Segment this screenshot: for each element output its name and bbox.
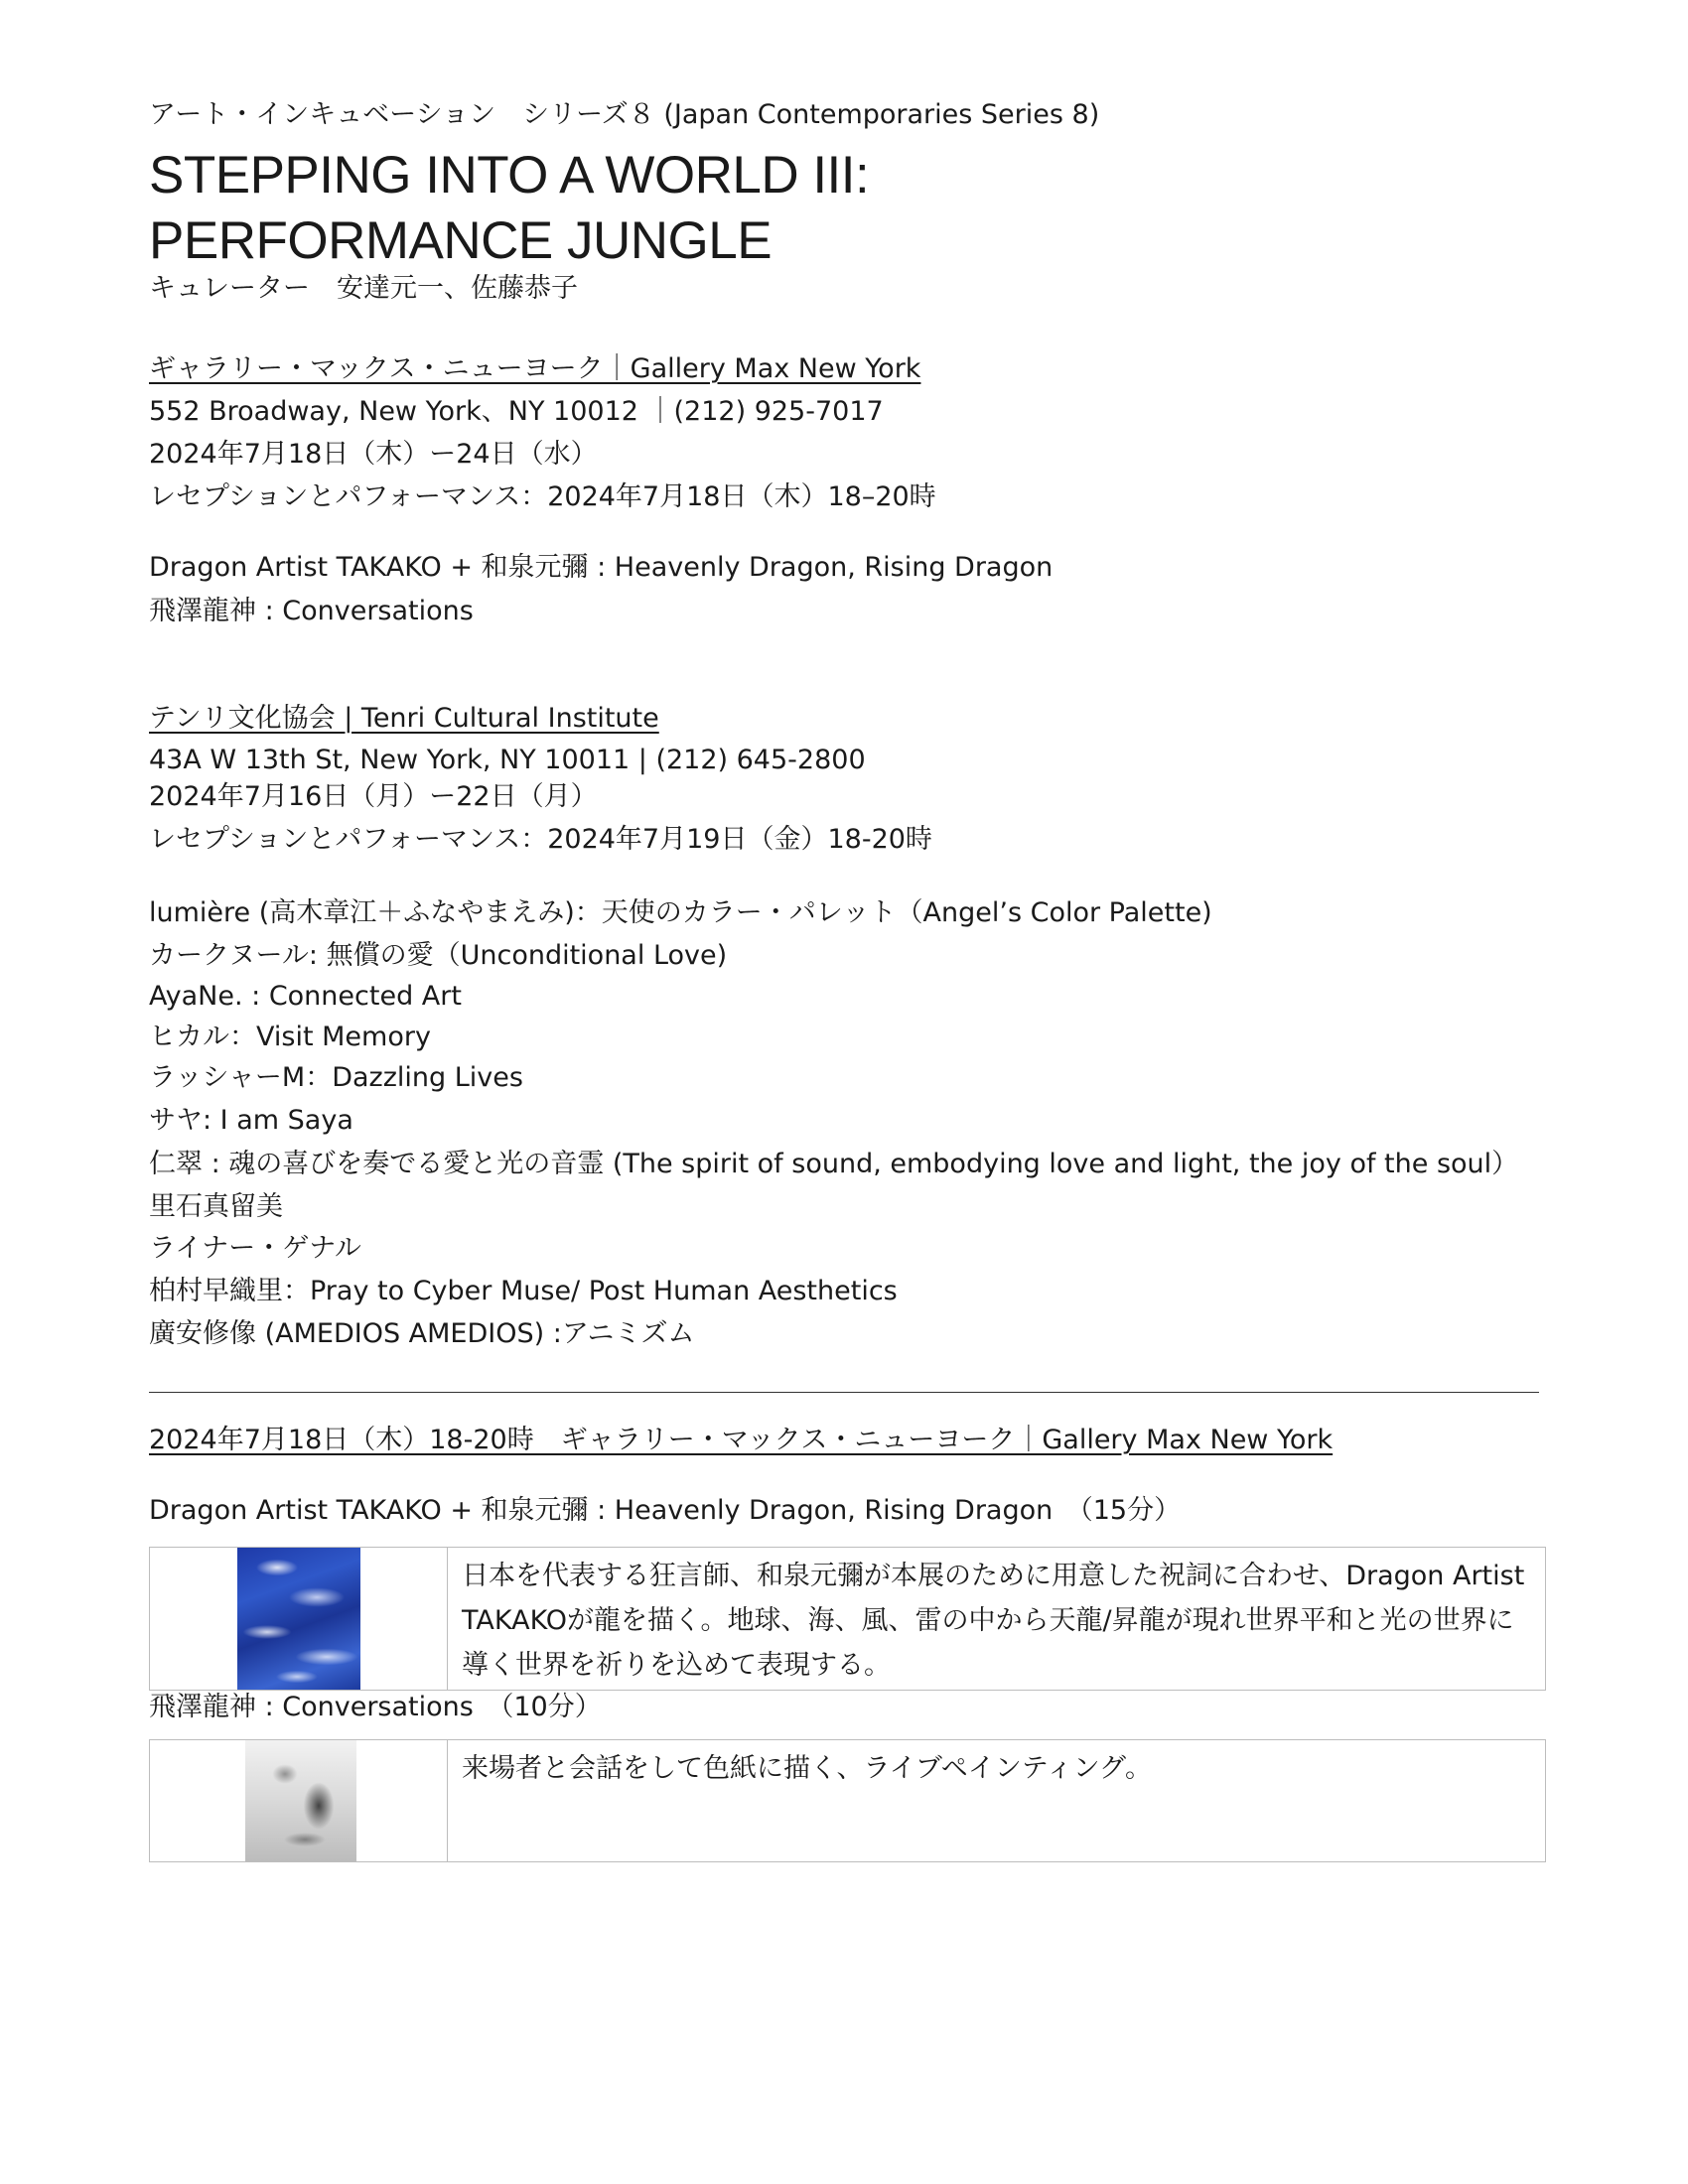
venue-1-name-link[interactable]: ギャラリー・マックス・ニューヨーク｜Gallery Max New York (149, 353, 921, 384)
venue-2-artist: ラッシャーM：Dazzling Lives (149, 1062, 523, 1093)
venue-2-artist: 柏村早織里：Pray to Cyber Muse/ Post Human Aesthetics (149, 1276, 898, 1306)
schedule-heading: 2024年7月18日（木）18-20時 ギャラリー・マックス・ニューヨーク｜Gallery Max New York (149, 1425, 1334, 1455)
artwork-image-cell (150, 1740, 448, 1862)
venue-1-artist: 飛澤龍神 : Conversations (149, 596, 474, 626)
page-title-line-2: PERFORMANCE JUNGLE (149, 211, 773, 270)
venue-2-artist: サヤ: I am Saya (149, 1105, 353, 1136)
performance-title: Dragon Artist TAKAKO + 和泉元彌 : Heavenly Dragon, Rising Dragon （15分） (149, 1495, 1182, 1526)
venue-2-artist: 仁翠 : 魂の喜びを奏でる愛と光の音霊 (The spirit of sound, embodying love and light, the joy of the soul） (149, 1149, 1519, 1179)
venue-2-reception: レセプションとパフォーマンス：2024年7月19日（金）18-20時 (149, 824, 932, 855)
performance-table (149, 1739, 1546, 1862)
performance-title: 飛澤龍神 : Conversations （10分） (149, 1692, 602, 1722)
venue-1-address: 552 Broadway, New York、NY 10012 ｜(212) 925-7017 (149, 396, 884, 427)
performance-table (149, 1547, 1546, 1691)
venue-2-dates: 2024年7月16日（月）ー22日（月） (149, 781, 598, 812)
page-title-line-1: STEPPING INTO A WORLD III: (149, 146, 870, 205)
artwork-image-cell (150, 1548, 448, 1691)
curators-line: キュレーター 安達元一、佐藤恭子 (149, 273, 578, 304)
venue-2-address: 43A W 13th St, New York, NY 10011 | (212) 645-2800 (149, 745, 866, 775)
venue-2-artist: AyaNe. : Connected Art (149, 981, 462, 1012)
section-divider (149, 1392, 1539, 1393)
venue-2-artist: ライナー・ゲナル (149, 1233, 361, 1264)
venue-2-name-link[interactable]: テンリ文化協会 | Tenri Cultural Institute (149, 703, 659, 734)
performance-description: 来場者と会話をして色紙に描く、ライブペインティング。 (448, 1740, 1546, 1862)
dragon-painting-image (237, 1548, 360, 1690)
venue-2-artist: 廣安修像 (AMEDIOS AMEDIOS) :アニミズム (149, 1318, 695, 1349)
ink-painting-image (245, 1740, 356, 1861)
venue-1-artist: Dragon Artist TAKAKO + 和泉元彌 : Heavenly Dragon, Rising Dragon (149, 552, 1054, 583)
venue-1-dates: 2024年7月18日（木）ー24日（水） (149, 439, 598, 470)
venue-2-artist: ヒカル：Visit Memory (149, 1022, 431, 1052)
series-line: アート・インキュベーション シリーズ８ (Japan Contemporaries Series 8) (149, 99, 1100, 130)
venue-2-artist: 里石真留美 (149, 1191, 283, 1222)
venue-1-reception: レセプションとパフォーマンス：2024年7月18日（木）18–20時 (149, 481, 936, 512)
venue-2-artist: カークヌール: 無償の愛（Unconditional Love) (149, 940, 728, 971)
performance-description: 日本を代表する狂言師、和泉元彌が本展のために用意した祝詞に合わせ、Dragon Artist TAKAKOが龍を描く。地球、海、風、雷の中から天龍/昇龍が現れ世界平和と光の世界に導く世界を祈りを込めて表現する。 (448, 1548, 1546, 1691)
venue-2-artist: lumière (高木章江＋ふなやまえみ)：天使のカラー・パレット（Angel’s Color Palette) (149, 897, 1212, 928)
